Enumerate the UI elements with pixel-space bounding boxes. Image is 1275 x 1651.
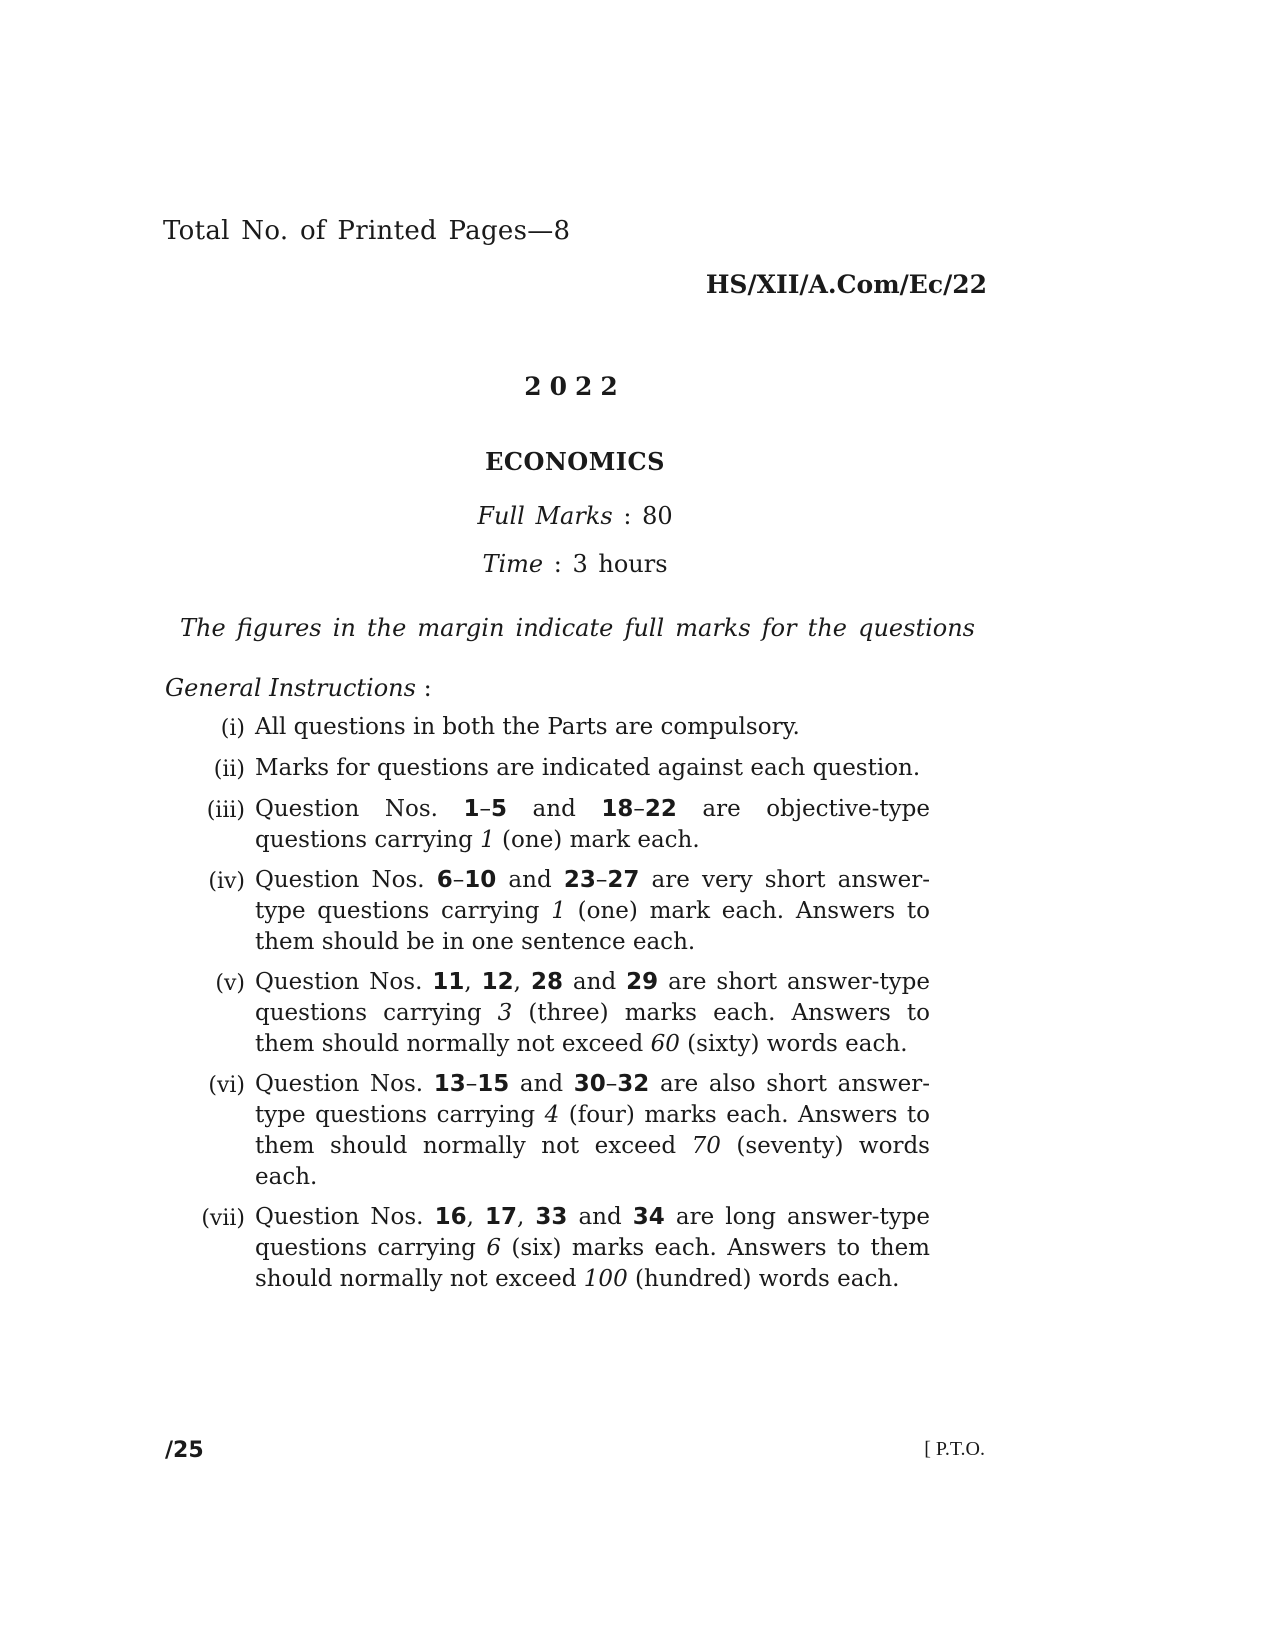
instruction-text-run: and	[567, 1204, 633, 1230]
instruction-text-run: –	[605, 1071, 618, 1097]
instruction-text-run: –	[595, 867, 608, 893]
full-marks-label: Full Marks	[477, 502, 613, 530]
question-number: 30	[573, 1071, 606, 1097]
heading-colon: :	[423, 674, 432, 702]
instruction-text-run: All questions in both the Parts are compulsory.	[255, 714, 800, 740]
instruction-text-run: –	[465, 1071, 478, 1097]
instruction-item	[180, 967, 930, 1060]
instruction-text-run: Question Nos.	[255, 969, 433, 995]
question-number: 1	[463, 796, 480, 822]
instruction-text-run: are long answer-type questions carrying	[255, 1204, 931, 1261]
question-number: 11	[432, 969, 465, 995]
question-number: 29	[626, 969, 659, 995]
question-number: 6	[436, 867, 453, 893]
full-marks-separator: :	[623, 502, 643, 530]
question-number: 10	[464, 867, 497, 893]
instruction-text-run: Question Nos.	[255, 1071, 434, 1097]
instruction-text-run: are also short answer-type questions carrying	[255, 1071, 930, 1128]
question-number: 27	[607, 867, 640, 893]
instruction-text-run: (hundred) words each.	[627, 1266, 900, 1292]
question-number: 28	[530, 969, 563, 995]
instruction-text	[255, 1202, 930, 1295]
question-number: 22	[644, 796, 677, 822]
instruction-text	[255, 712, 930, 744]
instruction-text-run: and	[496, 867, 564, 893]
instruction-text-run: Marks for questions are indicated against each question.	[255, 755, 921, 781]
instruction-text	[255, 794, 930, 856]
marks-figure: 1	[551, 898, 566, 924]
marks-figure: 70	[691, 1133, 721, 1159]
question-number: 15	[477, 1071, 510, 1097]
marks-figure: 100	[583, 1266, 628, 1292]
subject-title: ECONOMICS	[485, 447, 665, 476]
margin-marks-note: The figures in the margin indicate full marks for the questions	[180, 614, 975, 642]
full-marks	[0, 502, 1150, 530]
marks-figure: 1	[480, 827, 495, 853]
question-number: 18	[601, 796, 634, 822]
exam-year: 2022	[524, 372, 626, 401]
instruction-text-run: (four) marks each. Answers to them should normally not exceed	[255, 1102, 930, 1159]
instruction-text-run: Question Nos.	[255, 1204, 435, 1230]
instruction-text-run: –	[452, 867, 465, 893]
instruction-item	[180, 794, 930, 856]
question-number: 33	[535, 1204, 568, 1230]
marks-figure: 6	[486, 1235, 501, 1261]
instruction-text	[255, 1069, 930, 1193]
instruction-text-run: (seventy) words each.	[255, 1133, 930, 1190]
instruction-text-run: Question Nos.	[255, 867, 437, 893]
instruction-number: (vii)	[201, 1206, 245, 1231]
instruction-text-run: and	[507, 796, 602, 822]
instruction-item	[180, 753, 930, 785]
marks-figure: 60	[650, 1031, 680, 1057]
instruction-text-run: –	[479, 796, 492, 822]
instruction-item	[180, 712, 930, 744]
instruction-text-run: and	[509, 1071, 574, 1097]
instruction-text-run: (one) mark each.	[494, 827, 700, 853]
instruction-text-run: are objective-type questions carrying	[255, 796, 930, 853]
instruction-number: (ii)	[213, 757, 245, 782]
instructions-list	[180, 712, 930, 1304]
general-instructions-heading	[165, 674, 432, 702]
question-number: 32	[617, 1071, 650, 1097]
marks-figure: 3	[497, 1000, 513, 1026]
page-code: /25	[165, 1438, 204, 1463]
instruction-text	[255, 967, 930, 1060]
instruction-number: (v)	[215, 971, 245, 996]
question-number: 13	[433, 1071, 466, 1097]
instruction-text-run: ,	[464, 969, 482, 995]
instruction-number: (iii)	[206, 798, 245, 823]
time-label: Time	[482, 550, 544, 578]
question-number: 5	[491, 796, 508, 822]
instruction-text-run: are short answer-type questions carrying	[255, 969, 931, 1026]
instruction-text-run: (three) marks each. Answers to them should normally not exceed	[255, 1000, 930, 1057]
instruction-text-run: Question Nos.	[255, 796, 464, 822]
instruction-item	[180, 1202, 930, 1295]
total-printed-pages: Total No. of Printed Pages—8	[163, 216, 571, 246]
instruction-text-run: (sixty) words each.	[679, 1031, 908, 1057]
instruction-item	[180, 865, 930, 958]
instruction-text-run: ,	[513, 969, 531, 995]
pto-marker: [ P.T.O.	[924, 1438, 985, 1460]
instruction-text-run: (one) mark each. Answers to them should be in one sentence each.	[255, 898, 930, 955]
instruction-number: (iv)	[208, 869, 245, 894]
instruction-text-run: and	[562, 969, 627, 995]
marks-figure: 4	[544, 1102, 560, 1128]
instruction-text-run: are very short answer-type questions carrying	[255, 867, 930, 924]
exam-time	[0, 550, 1150, 578]
instruction-number: (i)	[220, 716, 245, 741]
instruction-number: (vi)	[208, 1073, 245, 1098]
question-number: 16	[434, 1204, 467, 1230]
time-value: 3 hours	[572, 550, 668, 578]
question-number: 12	[481, 969, 514, 995]
general-instructions-label: General Instructions	[165, 674, 416, 702]
time-separator: :	[553, 550, 573, 578]
instruction-text-run: (six) marks each. Answers to them should normally not exceed	[255, 1235, 930, 1292]
instruction-item	[180, 1069, 930, 1193]
question-number: 23	[563, 867, 596, 893]
paper-code: HS/XII/A.Com/Ec/22	[705, 270, 987, 299]
question-number: 17	[484, 1204, 517, 1230]
instruction-text-run: ,	[466, 1204, 485, 1230]
instruction-text-run: –	[633, 796, 645, 822]
instruction-text-run: ,	[516, 1204, 536, 1230]
full-marks-value: 80	[642, 502, 673, 530]
instruction-text	[255, 753, 930, 785]
question-number: 34	[632, 1204, 665, 1230]
instruction-text	[255, 865, 930, 958]
